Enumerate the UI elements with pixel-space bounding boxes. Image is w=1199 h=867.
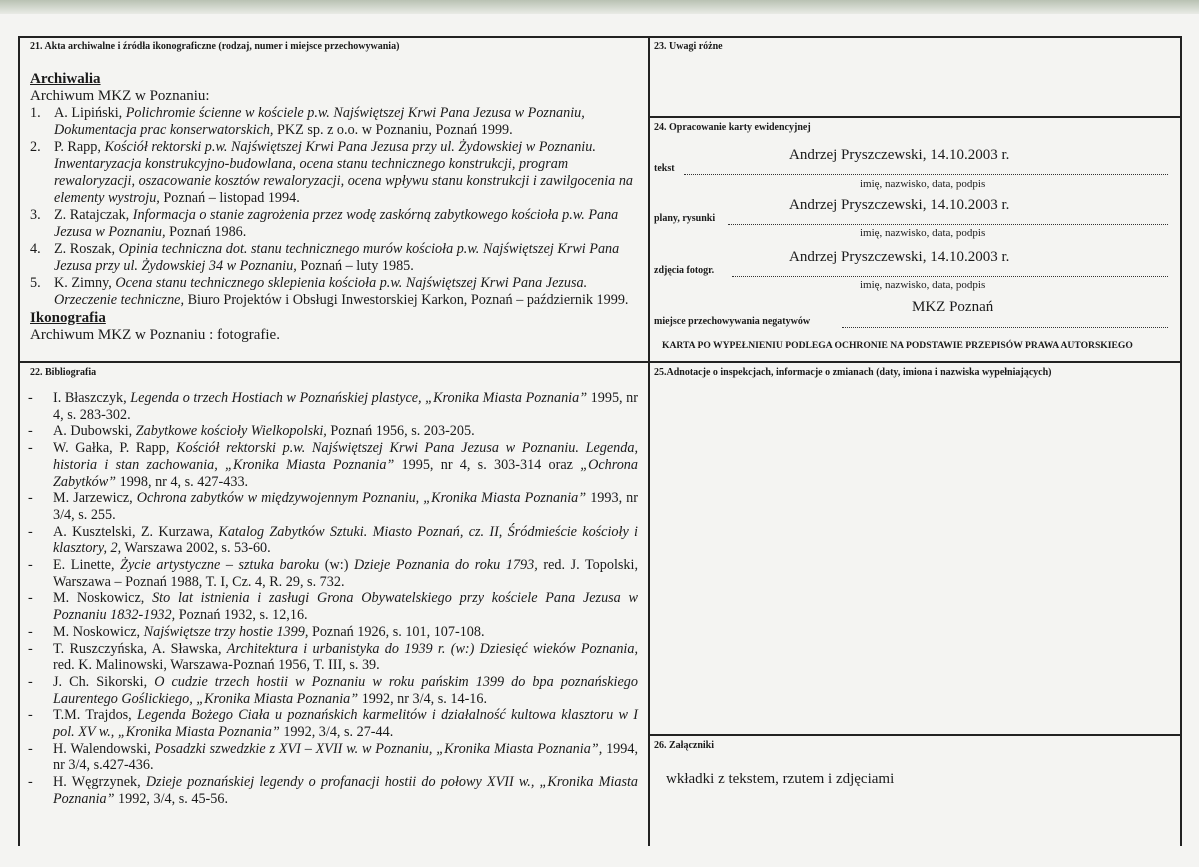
ikonografia-heading: Ikonografia — [30, 310, 106, 326]
bib-author: E. Linette, — [53, 557, 121, 574]
section-22-title: 22. Bibliografia — [30, 367, 97, 378]
item-number: 5. — [30, 275, 41, 291]
bib-title-2: Dzieje Poznania do roku 1793, — [354, 557, 538, 574]
item-number: 3. — [30, 207, 41, 223]
tekst-caption: imię, nazwisko, data, podpis — [860, 178, 986, 190]
bullet-dash: - — [28, 774, 33, 791]
bib-details-2: red. J. Topolski, Warszawa – Poznań 1988, T. I, Cz. 4, R. 29, s. 732. — [53, 557, 639, 590]
bib-details: 1995, nr 4, s. 303-314 oraz — [394, 456, 581, 473]
bib-title: Kościół rektorski p.w. Najświętszej Krwi Pana Jezusa w Poznaniu. Legenda, historia i stan zachowania, „Kronika Miasta Poznania” — [53, 440, 638, 473]
bib-details-2: 1998, nr 4, s. 427-433. — [116, 473, 249, 490]
ikonografia-text: Archiwum MKZ w Poznaniu : fotografie. — [30, 327, 280, 343]
bib-title: Legenda o trzech Hostiach w Poznańskiej plastyce, „Kronika Miasta Poznania” — [130, 390, 588, 406]
bibliography-item — [30, 774, 638, 807]
item-title: Informacja o stanie zagrożenia przez wodę zaskórną zabytkowego kościoła p.w. Pana Jezusa w Poznaniu, — [54, 207, 619, 240]
bib-author: W. Gałka, P. Rapp, — [53, 440, 177, 457]
tekst-value: Andrzej Pryszczewski, 14.10.2003 r. — [789, 147, 1010, 163]
bullet-dash: - — [28, 673, 33, 690]
tekst-label: tekst — [654, 163, 675, 174]
section-24 — [648, 117, 1180, 361]
bib-title: Legenda Bożego Ciała u poznańskich karmelitów i działalność kultowa klasztoru w I pol. XV w., „Kronika Miasta Poznania” — [53, 707, 639, 741]
zdjecia-label: zdjęcia fotogr. — [654, 265, 715, 276]
section-24-title: 24. Opracowanie karty ewidencyjnej — [654, 122, 811, 133]
tekst-dotted-line — [684, 174, 1168, 175]
bib-author: J. Ch. Sikorski, — [53, 673, 155, 690]
bib-title: Życie artystyczne – sztuka baroku — [120, 557, 320, 574]
bib-author: M. Noskowicz, — [53, 623, 144, 640]
bibliography-item — [30, 524, 638, 557]
archiwalia-subtitle: Archiwum MKZ w Poznaniu: — [30, 88, 210, 104]
bibliography-item — [30, 490, 638, 523]
bib-author: T.M. Trajdos, — [53, 707, 138, 724]
item-author: P. Rapp, — [54, 139, 105, 155]
bibliography-item — [30, 590, 638, 623]
section-25 — [654, 367, 1176, 378]
plany-dotted-line — [728, 224, 1168, 225]
archiwalia-item — [30, 207, 640, 241]
bibliography-item — [30, 423, 638, 440]
item-number: 2. — [30, 139, 41, 155]
bib-author: H. Walendowski, — [53, 740, 155, 757]
item-title: Kościół rektorski p.w. Najświętszej Krwi Pana Jezusa przy ul. Żydowskiej w Poznaniu. Inwentaryzacja konstrukcyjno-budowlana, ocena stanu technicznego konstrukcji, program rewaloryzacji, oszacowanie kosztów rewaloryzacji, ocena wpływu stanu konstrukcji i zawilgocenia na elementy wystroju, — [54, 139, 634, 206]
bullet-dash: - — [28, 740, 33, 757]
frame-top — [18, 36, 1182, 38]
archiwalia-item — [30, 275, 640, 309]
bib-title: Posadzki szwedzkie z XVI – XVII w. w Poznaniu, „Kronika Miasta Poznania”, — [154, 740, 603, 757]
bullet-dash: - — [28, 590, 33, 607]
bibliography-item — [30, 624, 638, 641]
section-25-title: 25.Adnotacje o inspekcjach, informacje o zmianach (daty, imiona i nazwiska wypełniających) — [654, 367, 1052, 378]
bibliography-item — [30, 741, 638, 774]
bib-author: T. Ruszczyńska, A. Sławska, — [53, 640, 227, 657]
negatywy-value: MKZ Poznań — [912, 299, 994, 315]
plany-caption: imię, nazwisko, data, podpis — [860, 227, 986, 239]
bib-title: Najświętsze trzy hostie 1399, — [143, 623, 309, 640]
archiwalia-heading: Archiwalia — [30, 71, 101, 87]
item-details: Poznań 1986. — [165, 224, 247, 240]
archiwalia-item — [30, 105, 640, 139]
bib-author: H. Węgrzynek, — [53, 774, 146, 791]
scan-top-edge — [0, 0, 1199, 14]
section-23-title: 23. Uwagi różne — [654, 41, 723, 52]
bib-title: O cudzie trzech hostii w Poznaniu w roku pańskim 1399 do bpa poznańskiego Laurentego Goślickiego, „Kronika Miasta Poznania” — [53, 673, 638, 707]
bibliography-list — [30, 390, 638, 808]
archiwalia-item — [30, 139, 640, 207]
frame-right — [1180, 36, 1182, 846]
bullet-dash: - — [28, 390, 33, 406]
bib-author: A. Kusztelski, Z. Kurzawa, — [53, 523, 219, 540]
bullet-dash: - — [28, 707, 33, 724]
plany-value: Andrzej Pryszczewski, 14.10.2003 r. — [789, 197, 1010, 213]
zdjecia-dotted-line — [732, 276, 1168, 277]
bib-details: 1993, nr 3/4, s. 255. — [53, 490, 638, 523]
bib-details: 1992, nr 3/4, s. 14-16. — [358, 690, 488, 707]
bib-details: Poznań 1956, s. 203-205. — [326, 423, 475, 440]
item-details: Biuro Projektów i Obsługi Inwestorskiej Karkon, Poznań – październik 1999. — [184, 292, 629, 308]
bullet-dash: - — [28, 623, 33, 640]
bib-title-2: „Ochrona Zabytków” — [53, 456, 638, 490]
bib-details: (w:) — [319, 557, 355, 574]
bib-title: Architektura i urbanistyka do 1939 r. (w:) Dziesięć wieków Poznania, — [226, 640, 638, 657]
item-details: Poznań – luty 1985. — [296, 258, 414, 274]
divider-25-26 — [648, 734, 1182, 736]
item-author: Z. Ratajczak, — [54, 207, 133, 223]
bullet-dash: - — [28, 640, 33, 657]
bibliography-item — [30, 390, 638, 423]
bullet-dash: - — [28, 423, 33, 440]
bullet-dash: - — [28, 440, 33, 457]
bib-details: red. K. Malinowski, Warszawa-Poznań 1956, T. III, s. 39. — [53, 657, 380, 674]
bib-details: 1992, 3/4, s. 27-44. — [279, 724, 394, 741]
bib-author: A. Dubowski, — [53, 423, 136, 440]
bibliography-item — [30, 440, 638, 490]
item-title: Ocena stanu technicznego sklepienia kościoła p.w. Najświętszej Krwi Pana Jezusa. Orzeczenie techniczne, — [54, 275, 588, 308]
bullet-dash: - — [28, 557, 33, 574]
bib-title: Ochrona zabytków w międzywojennym Poznaniu, „Kronika Miasta Poznania” — [136, 490, 587, 507]
negatywy-dotted-line — [842, 327, 1168, 328]
item-details: PKZ sp. z o.o. w Poznaniu, Poznań 1999. — [273, 122, 513, 138]
item-number: 4. — [30, 241, 41, 257]
bib-title: Dzieje poznańskiej legendy o profanacji hostii do połowy XVII w., „Kronika Miasta Poznania” — [53, 774, 638, 807]
bibliography-item — [30, 641, 638, 674]
bib-title: Sto lat istnienia i zasługi Grona Obywatelskiego przy kościele Pana Jezusa w Poznaniu 1832-1932, — [53, 590, 638, 624]
bib-author: M. Jarzewicz, — [53, 490, 137, 507]
section-26-title: 26. Załączniki — [654, 740, 715, 751]
attachments-text: wkładki z tekstem, rzutem i zdjęciami — [666, 771, 895, 787]
zdjecia-caption: imię, nazwisko, data, podpis — [860, 279, 986, 291]
item-number: 1. — [30, 105, 41, 121]
section-22 — [30, 367, 638, 808]
section-21-title: 21. Akta archiwalne i źródła ikonograficzne (rodzaj, numer i miejsce przechowywania) — [30, 41, 400, 52]
item-author: K. Zimny, — [54, 275, 116, 291]
bib-details: 1994, nr 3/4, s.427-436. — [53, 740, 638, 774]
archiwalia-list — [30, 105, 640, 309]
section-23 — [654, 41, 723, 52]
bib-details: Poznań 1932, s. 12,16. — [175, 607, 308, 624]
item-details: Poznań – listopad 1994. — [159, 190, 300, 206]
plany-label: plany, rysunki — [654, 213, 716, 224]
bibliography-item — [30, 674, 638, 707]
bibliography-item — [30, 557, 638, 590]
negatywy-label: miejsce przechowywania negatywów — [654, 316, 811, 327]
bib-details: 1992, 3/4, s. 45-56. — [114, 790, 228, 807]
record-card-form — [18, 36, 1182, 846]
archiwalia-item — [30, 241, 640, 275]
bib-title: Zabytkowe kościoły Wielkopolski, — [135, 423, 327, 440]
section-26 — [654, 740, 1176, 788]
row-divider — [18, 361, 1182, 363]
item-author: Z. Roszak, — [54, 241, 119, 257]
bib-details: Warszawa 2002, s. 53-60. — [121, 540, 271, 557]
bib-details: Poznań 1926, s. 101, 107-108. — [308, 623, 485, 640]
copyright-note: KARTA PO WYPEŁNIENIU PODLEGA OCHRONIE NA PODSTAWIE PRZEPISÓW PRAWA AUTORSKIEGO — [662, 340, 1133, 351]
section-21 — [30, 41, 640, 344]
item-title: Opinia techniczna dot. stanu technicznego murów kościoła p.w. Najświętszej Krwi Pana Jezusa przy ul. Żydowskiej 34 w Poznaniu, — [54, 241, 620, 274]
bib-title: Katalog Zabytków Sztuki. Miasto Poznań, cz. II, Śródmieście kościoły i klasztory, 2, — [53, 523, 638, 557]
frame-left — [18, 36, 20, 846]
bib-details: 1995, nr 4, s. 283-302. — [53, 390, 638, 423]
zdjecia-value: Andrzej Pryszczewski, 14.10.2003 r. — [789, 249, 1010, 265]
bib-author: I. Błaszczyk, — [53, 390, 131, 406]
item-title: Polichromie ścienne w kościele p.w. Najświętszej Krwi Pana Jezusa w Poznaniu, Dokumentacja prac konserwatorskich, — [54, 105, 585, 138]
bib-author: M. Noskowicz, — [53, 590, 153, 607]
bullet-dash: - — [28, 523, 33, 540]
bullet-dash: - — [28, 490, 33, 507]
item-author: A. Lipiński, — [54, 105, 126, 121]
bibliography-item — [30, 707, 638, 740]
